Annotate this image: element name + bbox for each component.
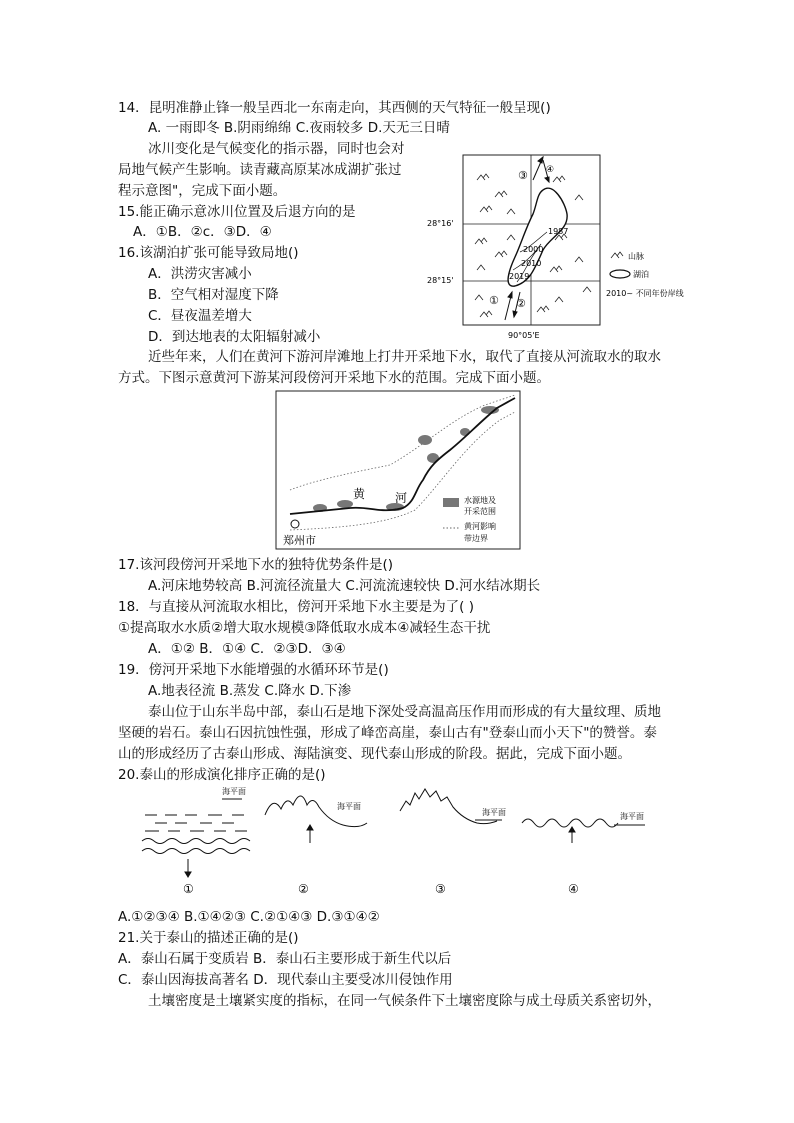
legend-shore-label: 2010~ 不同年份岸线 [606,289,684,298]
q18-options: A．①② B．①④ C．②③D．③④ [148,641,346,657]
legend-lake-icon [610,270,630,278]
lat-label-bottom: 28°15' [427,276,454,285]
q15-stem: 15.能正确示意冰川位置及后退方向的是 [118,204,356,220]
q15-options: A．①B．②c．③D．④ [133,224,272,240]
yellow-intro-1: 近些年来，人们在黄河下游河岸滩地上打井开采地下水，取代了直接从河流取水的取水 [148,349,661,365]
arrow-3-label: ③ [518,169,528,182]
q20-stem: 20.泰山的形成演化排序正确的是() [118,767,326,783]
soil-intro-1: 土壤密度是土壤紧实度的指标，在同一气候条件下土壤密度除与成土母质关系密切外， [148,993,661,1009]
legend-mountain-label: 山脉 [628,252,644,261]
taishan-stages-figure [130,785,660,905]
stage-3-label: ③ [435,882,446,896]
q21-stem: 21.关于泰山的描述正确的是() [118,930,299,946]
yellow-intro-2: 方式。下图示意黄河下游某河段傍河开采地下水的范围。完成下面小题。 [118,370,550,386]
q19-options: A.地表径流 B.蒸发 C.降水 D.下渗 [148,683,352,699]
q16-option-b: B．空气相对湿度下降 [148,287,279,303]
taishan-intro-1: 泰山位于山东半岛中部，泰山石是地下深处受高温高压作用而形成的有大量纹理、质地 [148,704,661,720]
stage-4-diagram [522,811,645,843]
stage-3-diagram [400,789,506,824]
svg-text:海平面: 海平面 [222,787,246,796]
city-label: 郑州市 [283,534,316,547]
river-char-huang: 黄 [353,487,366,501]
glacier-lake-map [425,152,700,342]
q19-stem: 19．傍河开采地下水能增强的水循环环节是() [118,662,389,678]
legend-boundary-label: 黄河影响 [464,522,496,531]
zhengzhou-icon [291,520,299,528]
q18-stem: 18．与直接从河流取水相比，傍河开采地下水主要是为了( ) [118,599,475,615]
q16-option-c: C．昼夜温差增大 [148,308,252,324]
year-2010: 2010 [521,259,542,268]
legend-source-icon [443,498,459,507]
year-2019: 2019 [509,272,530,281]
stage-1-diagram [142,786,250,877]
stage-4-label: ④ [568,882,579,896]
taishan-intro-3: 山的形成经历了古泰山形成、海陆演变、现代泰山形成的阶段。据此，完成下面小题。 [118,746,631,762]
q16-stem: 16.该湖泊扩张可能导致局地() [118,245,299,261]
stage-1-label: ① [183,882,194,896]
svg-text:海平面: 海平面 [337,802,361,811]
q21-options-ab: A．泰山石属于变质岩 B．泰山石主要形成于新生代以后 [118,951,452,967]
q17-options: A.河床地势较高 B.河流径流量大 C.河流流速较快 D.河水结冰期长 [148,578,541,594]
legend-mountain-icon [611,252,623,258]
river-char-he: 河 [395,491,408,505]
lat-label-top: 28°16' [427,219,454,228]
q16-option-a: A．洪涝灾害减小 [148,266,252,282]
yellow-river-map [275,390,525,552]
year-2000: 2000 [523,245,544,254]
q16-option-d: D．到达地表的太阳辐射减小 [148,329,321,345]
taishan-intro-2: 坚硬的岩石。泰山石因抗蚀性强，形成了峰峦高崖，泰山古有"登泰山而小天下"的赞誉。泰 [118,725,657,741]
legend-boundary-label-2: 带边界 [464,534,488,543]
arrow-1-label: ① [489,294,499,307]
stage-2-label: ② [298,882,309,896]
svg-text:海平面: 海平面 [482,808,506,817]
legend-source-label-2: 开采范围 [464,507,496,516]
q18-items: ①提高取水水质②增大取水规模③降低取水成本④减轻生态干扰 [118,620,491,636]
legend-source-label: 水源地及 [464,496,496,505]
q17-stem: 17.该河段傍河开采地下水的独特优势条件是() [118,557,394,573]
q20-options: A.①②③④ B.①④②③ C.②①④③ D.③①④② [118,909,380,925]
year-1987: 1987 [548,227,569,236]
q21-options-cd: C．泰山因海拔高著名 D．现代泰山主要受冰川侵蚀作用 [118,972,453,988]
q14-stem: 14．昆明准静止锋一般呈西北一东南走向，其西侧的天气特征一般呈现() [118,100,551,116]
arrow-4-label: ④ [546,165,555,175]
glacier-intro-3: 程示意图"，完成下面小题。 [118,183,287,199]
glacier-intro-2: 局地气候产生影响。读青藏高原某冰成湖扩张过 [118,162,402,178]
svg-text:海平面: 海平面 [620,812,644,821]
stage-2-diagram [265,796,367,843]
lon-label: 90°05'E [508,331,540,340]
legend-lake-label: 湖泊 [633,270,649,279]
arrow-2-label: ② [516,297,526,310]
glacier-intro-1: 冰川变化是气候变化的指示器，同时也会对 [148,141,405,157]
q14-options: A. 一雨即冬 B.阴雨绵绵 C.夜雨较多 D.天无三日晴 [148,120,450,136]
